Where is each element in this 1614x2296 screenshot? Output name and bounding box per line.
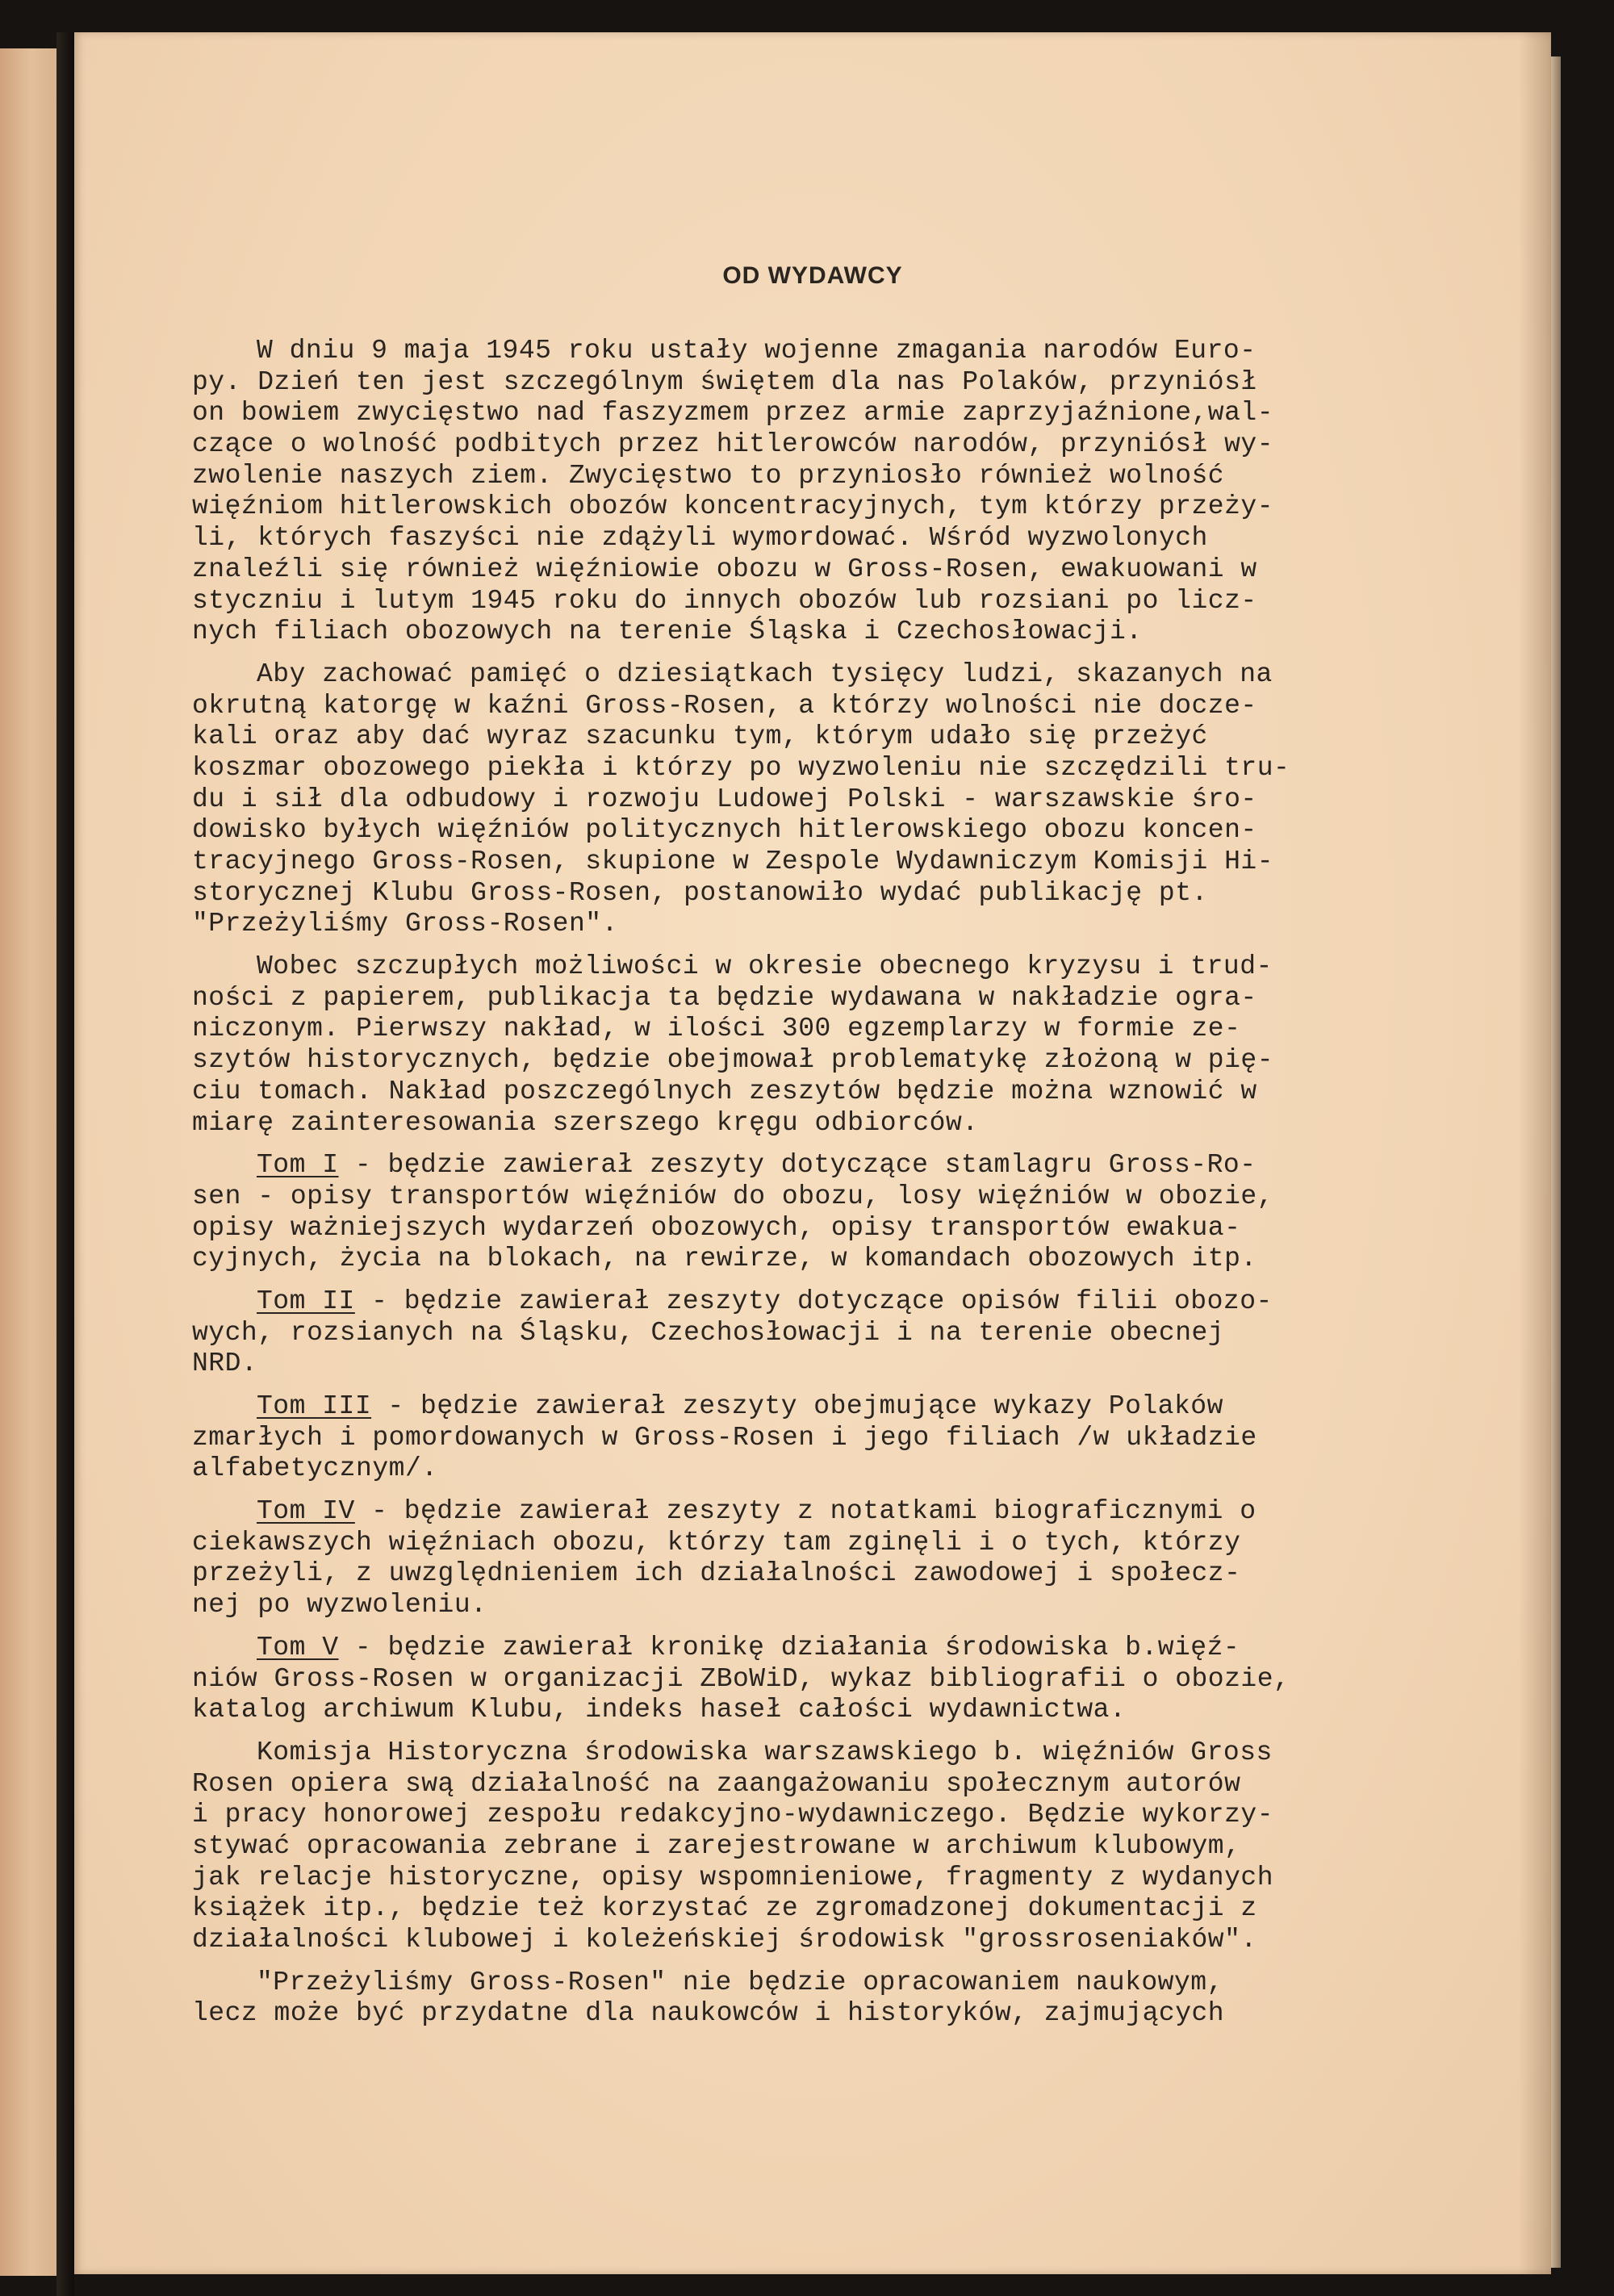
text-line: ności z papierem, publikacja ta będzie wydawana w nakładzie ogra- bbox=[192, 982, 1257, 1013]
volume-paragraph-tom-2 bbox=[192, 1286, 1516, 1380]
text-line: sen - opisy transportów więźniów do obozu, losy więźniów w obozie, bbox=[192, 1181, 1274, 1211]
text-line: kali oraz aby dać wyraz szacunku tym, którym udało się przeżyć bbox=[192, 721, 1208, 752]
text-line: niów Gross-Rosen w organizacji ZBoWiD, wykaz bibliografii o obozie, bbox=[192, 1663, 1290, 1694]
text-line bbox=[192, 1286, 1516, 1318]
text-line: działalności klubowej i koleżeńskiej środowisk "grossroseniaków". bbox=[192, 1925, 1257, 1955]
text-line: alfabetycznym/. bbox=[192, 1453, 438, 1484]
text-line: i pracy honorowej zespołu redakcyjno-wydawniczego. Będzie wykorzy- bbox=[192, 1800, 1274, 1830]
text-line: Komisja Historyczna środowiska warszawskiego b. więźniów Gross bbox=[257, 1737, 1273, 1767]
text-line bbox=[192, 1391, 1516, 1423]
volume-description: - będzie zawierał zeszyty dotyczące opisów filii obozo- bbox=[354, 1286, 1273, 1316]
text-line: katalog archiwum Klubu, indeks haseł całości wydawnictwa. bbox=[192, 1695, 1127, 1725]
text-line bbox=[192, 1633, 1516, 1664]
paragraph bbox=[192, 336, 1516, 648]
text-line: tracyjnego Gross-Rosen, skupione w Zespole Wydawniczym Komisji Hi- bbox=[192, 847, 1274, 876]
volume-paragraph-tom-1 bbox=[192, 1150, 1516, 1275]
text-line: li, których faszyści nie zdążyli wymordować. Wśród wyzwolonych bbox=[192, 523, 1208, 554]
volume-label: Tom III bbox=[257, 1391, 372, 1421]
volume-label: Tom I bbox=[257, 1150, 339, 1181]
paragraph bbox=[192, 1738, 1516, 1956]
text-line: storycznej Klubu Gross-Rosen, postanowiło wydać publikację pt. bbox=[192, 877, 1208, 908]
text-line bbox=[192, 1150, 1516, 1181]
paragraph bbox=[192, 659, 1516, 940]
text-line: nych filiach obozowych na terenie Śląska i Czechosłowacji. bbox=[192, 617, 1143, 647]
text-line: Aby zachować pamięć o dziesiątkach tysięcy ludzi, skazanych na bbox=[257, 659, 1273, 689]
volume-description: - będzie zawierał zeszyty z notatkami biograficznymi o bbox=[354, 1496, 1256, 1527]
page bbox=[74, 32, 1551, 2274]
text-line: czące o wolność podbitych przez hitlerowców narodów, przyniósł wy- bbox=[192, 429, 1274, 460]
volume-label: Tom V bbox=[257, 1632, 339, 1662]
text-line: dowisko byłych więźniów politycznych hitlerowskiego obozu koncen- bbox=[192, 815, 1257, 846]
page-title: OD WYDAWCY bbox=[722, 262, 903, 289]
text-line: Wobec szczupłych możliwości w okresie obecnego kryzysu i trud- bbox=[257, 951, 1273, 982]
text-line: zmarłych i pomordowanych w Gross-Rosen i jego filiach /w układzie bbox=[192, 1422, 1257, 1453]
text-line: "Przeżyliśmy Gross-Rosen" nie będzie opracowaniem naukowym, bbox=[257, 1967, 1223, 1997]
text-line: wych, rozsianych na Śląsku, Czechosłowacji i na terenie obecnej bbox=[192, 1317, 1225, 1348]
paragraph bbox=[192, 951, 1516, 1139]
text-line: znaleźli się również więźniowie obozu w Gross-Rosen, ewakuowani w bbox=[192, 554, 1257, 584]
text-line: ciu tomach. Nakład poszczególnych zeszytów będzie można wznowić w bbox=[192, 1076, 1257, 1106]
volume-description: - będzie zawierał zeszyty obejmujące wykazy Polaków bbox=[371, 1391, 1223, 1421]
volume-label: Tom IV bbox=[257, 1496, 355, 1527]
text-line: on bowiem zwycięstwo nad faszyzmem przez armie zaprzyjaźnione,wal- bbox=[192, 398, 1274, 429]
text-line: ciekawszych więźniach obozu, którzy tam zginęli i o tych, którzy bbox=[192, 1527, 1241, 1558]
body-text bbox=[192, 336, 1516, 2041]
text-line: NRD. bbox=[192, 1349, 258, 1379]
volume-paragraph-tom-5 bbox=[192, 1633, 1516, 1726]
volume-paragraph-tom-3 bbox=[192, 1391, 1516, 1485]
text-line: stywać opracowania zebrane i zarejestrowane w archiwum klubowym, bbox=[192, 1830, 1241, 1861]
text-line: jak relacje historyczne, opisy wspomnieniowe, fragmenty z wydanych bbox=[192, 1862, 1274, 1892]
text-line: cyjnych, życia na blokach, na rewirze, w komandach obozowych itp. bbox=[192, 1244, 1257, 1274]
volume-label: Tom II bbox=[257, 1286, 355, 1316]
text-line: zwolenie naszych ziem. Zwycięstwo to przyniosło również wolność bbox=[192, 460, 1225, 491]
text-line: Rosen opiera swą działalność na zaangażowaniu społecznym autorów bbox=[192, 1768, 1241, 1799]
text-line: nej po wyzwoleniu. bbox=[192, 1590, 487, 1621]
binding-spine bbox=[56, 32, 74, 2296]
text-line: du i sił dla odbudowy i rozwoju Ludowej Polski - warszawskie śro- bbox=[192, 784, 1257, 814]
volume-description: - będzie zawierał kronikę działania środowiska b.więź- bbox=[338, 1632, 1240, 1662]
text-line: szytów historycznych, będzie obejmował problematykę złożoną w pię- bbox=[192, 1045, 1274, 1076]
text-line: okrutną katorgę w kaźni Gross-Rosen, a którzy wolności nie docze- bbox=[192, 690, 1257, 721]
text-line: koszmar obozowego piekła i którzy po wyzwoleniu nie szczędzili tru- bbox=[192, 752, 1290, 783]
text-line: miarę zainteresowania szerszego kręgu odbiorców. bbox=[192, 1107, 979, 1138]
text-line: niczonym. Pierwszy nakład, w ilości 300 egzemplarzy w formie ze- bbox=[192, 1014, 1241, 1044]
text-line: py. Dzień ten jest szczególnym świętem dla nas Polaków, przyniósł bbox=[192, 366, 1257, 397]
text-line: więźniom hitlerowskich obozów koncentracyjnych, tym którzy przeży- bbox=[192, 491, 1274, 522]
text-line: opisy ważniejszych wydarzeń obozowych, opisy transportów ewakua- bbox=[192, 1212, 1241, 1243]
text-line bbox=[192, 1496, 1516, 1528]
volume-paragraph-tom-4 bbox=[192, 1496, 1516, 1621]
text-line: "Przeżyliśmy Gross-Rosen". bbox=[192, 909, 618, 939]
paragraph bbox=[192, 1968, 1516, 2030]
page-shadow bbox=[1519, 32, 1551, 2274]
text-line: styczniu i lutym 1945 roku do innych obozów lub rozsiani po licz- bbox=[192, 585, 1257, 616]
text-line: W dniu 9 maja 1945 roku ustały wojenne zmagania narodów Euro- bbox=[257, 336, 1256, 366]
text-line: książek itp., będzie też korzystać ze zgromadzonej dokumentacji z bbox=[192, 1893, 1257, 1924]
back-pages-edge bbox=[1551, 56, 1561, 2268]
volume-description: - będzie zawierał zeszyty dotyczące stamlagru Gross-Ro- bbox=[338, 1150, 1256, 1181]
previous-page-edge bbox=[0, 48, 56, 2276]
text-line: lecz może być przydatne dla naukowców i historyków, zajmujących bbox=[192, 1998, 1225, 2029]
text-line: przeżyli, z uwzględnieniem ich działalności zawodowej i społecz- bbox=[192, 1558, 1241, 1589]
